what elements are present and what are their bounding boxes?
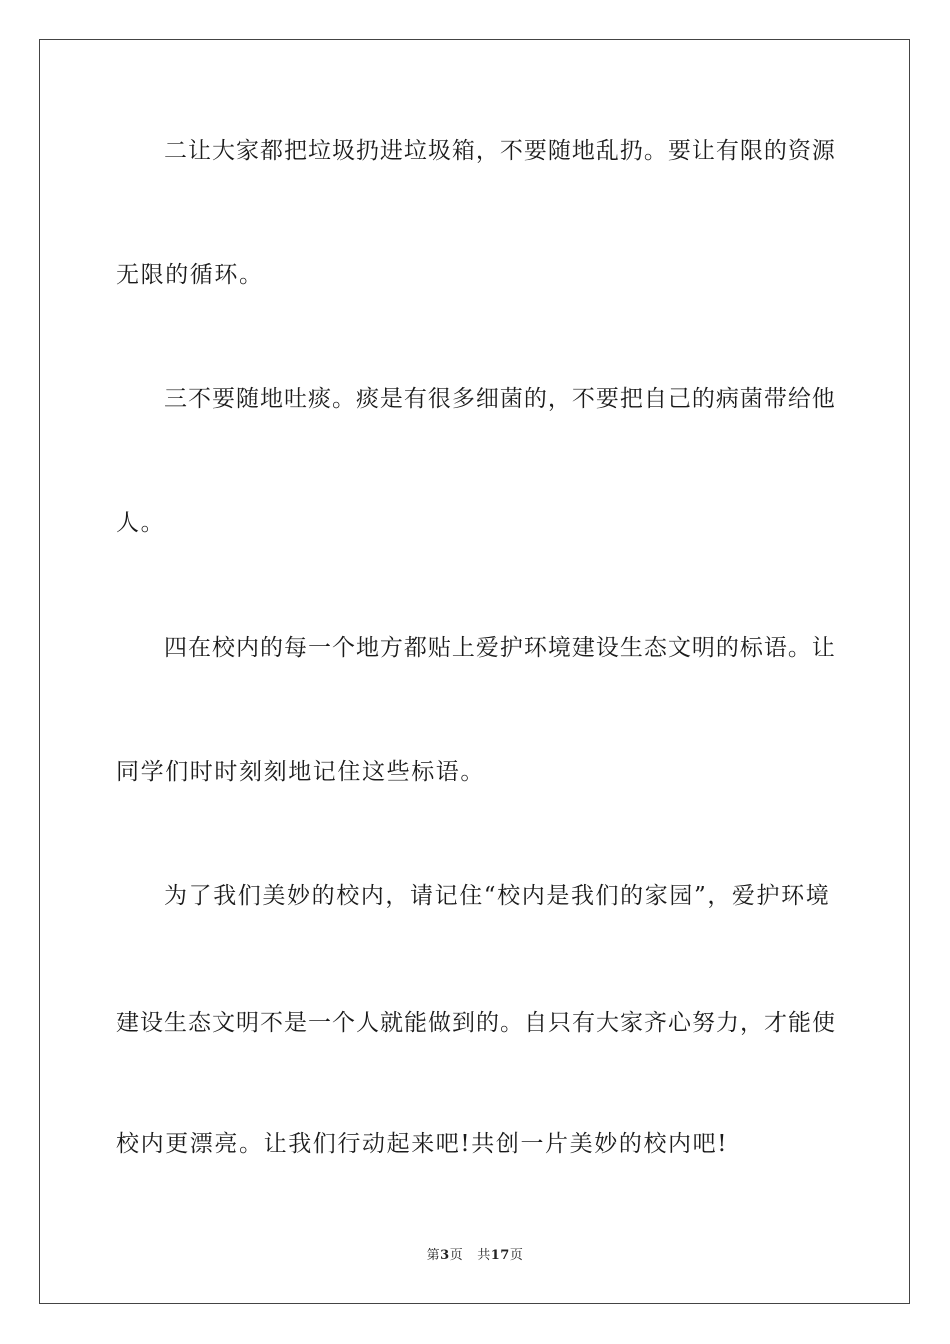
paragraph-5-line-1: 为了我们美妙的校内，请记住“校内是我们的家园”，爱护环境 bbox=[164, 883, 831, 909]
paragraph-4-line-2: 同学们时时刻刻地记住这些标语。 bbox=[116, 759, 485, 785]
paragraph-2-line-2: 无限的循环。 bbox=[116, 262, 264, 288]
paragraph-3-line-2: 人。 bbox=[116, 510, 166, 536]
footer-total-prefix: 共 bbox=[477, 1248, 491, 1263]
footer-page-suffix: 页 bbox=[449, 1248, 464, 1263]
footer-page-number: 3 bbox=[440, 1248, 450, 1263]
paragraph-5-line-2: 建设生态文明不是一个人就能做到的。自只有大家齐心努力，才能使 bbox=[116, 1010, 836, 1036]
footer-total-suffix: 页 bbox=[509, 1248, 524, 1263]
page-footer bbox=[0, 1246, 950, 1266]
paragraph-2-line-1: 二让大家都把垃圾扔进垃圾箱，不要随地乱扔。要让有限的资源 bbox=[164, 138, 836, 164]
page-frame bbox=[39, 39, 910, 1304]
paragraph-3-line-1: 三不要随地吐痰。痰是有很多细菌的，不要把自己的病菌带给他 bbox=[164, 386, 836, 412]
footer-total-number: 17 bbox=[490, 1248, 510, 1263]
paragraph-4-line-1: 四在校内的每一个地方都贴上爱护环境建设生态文明的标语。让 bbox=[164, 635, 836, 661]
paragraph-5-line-3: 校内更漂亮。让我们行动起来吧!共创一片美妙的校内吧! bbox=[116, 1131, 729, 1157]
footer-page-prefix: 第 bbox=[426, 1248, 441, 1263]
